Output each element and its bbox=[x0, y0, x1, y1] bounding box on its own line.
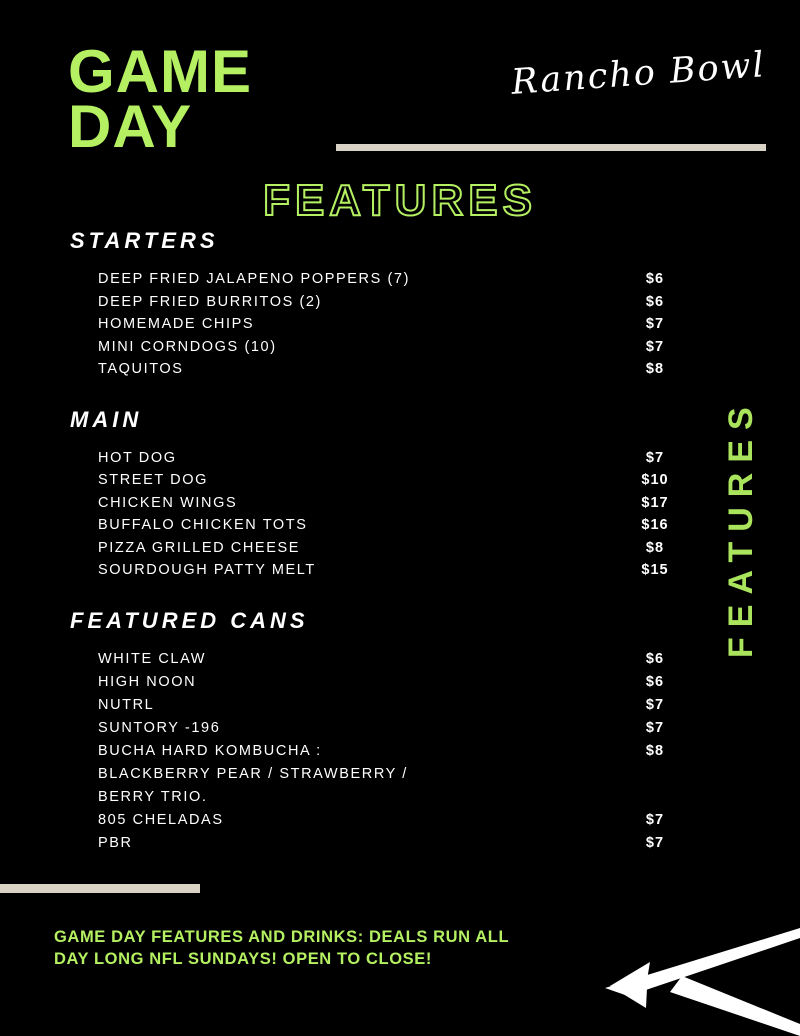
section-featured-cans bbox=[0, 608, 690, 855]
item-name: BERRY TRIO. bbox=[98, 788, 208, 805]
item-price: $8 bbox=[645, 361, 665, 377]
item-name: SOURDOUGH PATTY MELT bbox=[98, 562, 316, 578]
page-title-line-1: GAME bbox=[68, 38, 252, 105]
list-item bbox=[98, 694, 690, 717]
item-price: $7 bbox=[645, 449, 665, 466]
item-name: CHICKEN WINGS bbox=[98, 494, 238, 511]
list-item bbox=[98, 492, 690, 515]
list-item bbox=[98, 648, 690, 671]
side-features-label: FEATURES bbox=[722, 397, 760, 659]
list-item bbox=[98, 809, 690, 832]
item-price: $16 bbox=[641, 517, 669, 533]
item-name: 805 CHELADAS bbox=[98, 811, 224, 828]
list-item-continuation bbox=[98, 763, 690, 786]
item-name: MINI CORNDOGS (10) bbox=[98, 338, 277, 355]
section-main bbox=[0, 407, 690, 582]
item-name: DEEP FRIED BURRITOS (2) bbox=[98, 293, 322, 310]
item-price: $6 bbox=[645, 271, 665, 287]
item-name: STREET DOG bbox=[98, 472, 208, 488]
list-item bbox=[98, 832, 690, 855]
item-name: TAQUITOS bbox=[98, 361, 184, 377]
list-item bbox=[98, 336, 690, 359]
list-item bbox=[98, 537, 690, 560]
item-price: $7 bbox=[645, 696, 665, 713]
list-item bbox=[98, 740, 690, 763]
item-price: $6 bbox=[645, 650, 665, 667]
header-divider bbox=[336, 144, 766, 151]
list-item bbox=[98, 671, 690, 694]
item-name: PIZZA GRILLED CHEESE bbox=[98, 539, 301, 556]
item-name: HIGH NOON bbox=[98, 673, 197, 690]
list-item bbox=[98, 313, 690, 336]
item-price: $8 bbox=[645, 539, 665, 556]
item-price: $8 bbox=[645, 742, 665, 759]
page-title-line-2: DAY bbox=[68, 93, 193, 161]
footer-note: GAME DAY FEATURES AND DRINKS: DEALS RUN ALL DAY LONG NFL SUNDAYS! OPEN TO CLOSE! bbox=[54, 928, 509, 968]
section-starters bbox=[0, 228, 690, 381]
item-name: BUFFALO CHICKEN TOTS bbox=[98, 517, 308, 533]
features-heading: FEATURES bbox=[263, 176, 537, 225]
section-items bbox=[0, 268, 690, 381]
section-title: MAIN bbox=[70, 406, 143, 432]
item-name: DEEP FRIED JALAPENO POPPERS (7) bbox=[98, 271, 411, 287]
poster-header bbox=[0, 36, 800, 166]
list-item bbox=[98, 559, 690, 582]
list-item bbox=[98, 469, 690, 492]
list-item bbox=[98, 447, 690, 470]
list-item bbox=[98, 358, 690, 381]
item-name: NUTRL bbox=[98, 696, 155, 713]
item-price: $7 bbox=[645, 338, 665, 355]
item-name: PBR bbox=[98, 834, 133, 851]
section-items bbox=[0, 447, 690, 582]
item-price: $7 bbox=[645, 719, 665, 736]
item-price: $6 bbox=[645, 673, 665, 690]
list-item bbox=[98, 717, 690, 740]
item-name: WHITE CLAW bbox=[98, 650, 207, 667]
item-price: $7 bbox=[645, 834, 665, 851]
item-price: $7 bbox=[645, 811, 665, 828]
list-item bbox=[98, 291, 690, 314]
arrow-icon bbox=[510, 876, 800, 1036]
item-name: HOMEMADE CHIPS bbox=[98, 316, 255, 332]
item-name: BLACKBERRY PEAR / STRAWBERRY / bbox=[98, 765, 408, 782]
item-name: SUNTORY -196 bbox=[98, 719, 221, 736]
item-name: HOT DOG bbox=[98, 449, 177, 466]
item-price: $17 bbox=[641, 494, 669, 511]
page-title bbox=[68, 38, 252, 161]
brand-logo: Rancho Bowl bbox=[510, 45, 768, 103]
section-title: FEATURED CANS bbox=[70, 607, 309, 633]
item-price: $6 bbox=[645, 293, 665, 310]
list-item bbox=[98, 514, 690, 537]
section-title: STARTERS bbox=[70, 228, 219, 253]
item-price: $7 bbox=[645, 316, 665, 332]
list-item-continuation bbox=[98, 786, 690, 809]
list-item bbox=[98, 268, 690, 291]
item-price: $15 bbox=[641, 562, 669, 578]
menu-sections bbox=[0, 228, 690, 869]
footer-divider bbox=[0, 884, 200, 893]
section-items bbox=[0, 648, 690, 855]
item-price: $10 bbox=[641, 472, 669, 488]
item-name: BUCHA HARD KOMBUCHA : bbox=[98, 742, 322, 759]
